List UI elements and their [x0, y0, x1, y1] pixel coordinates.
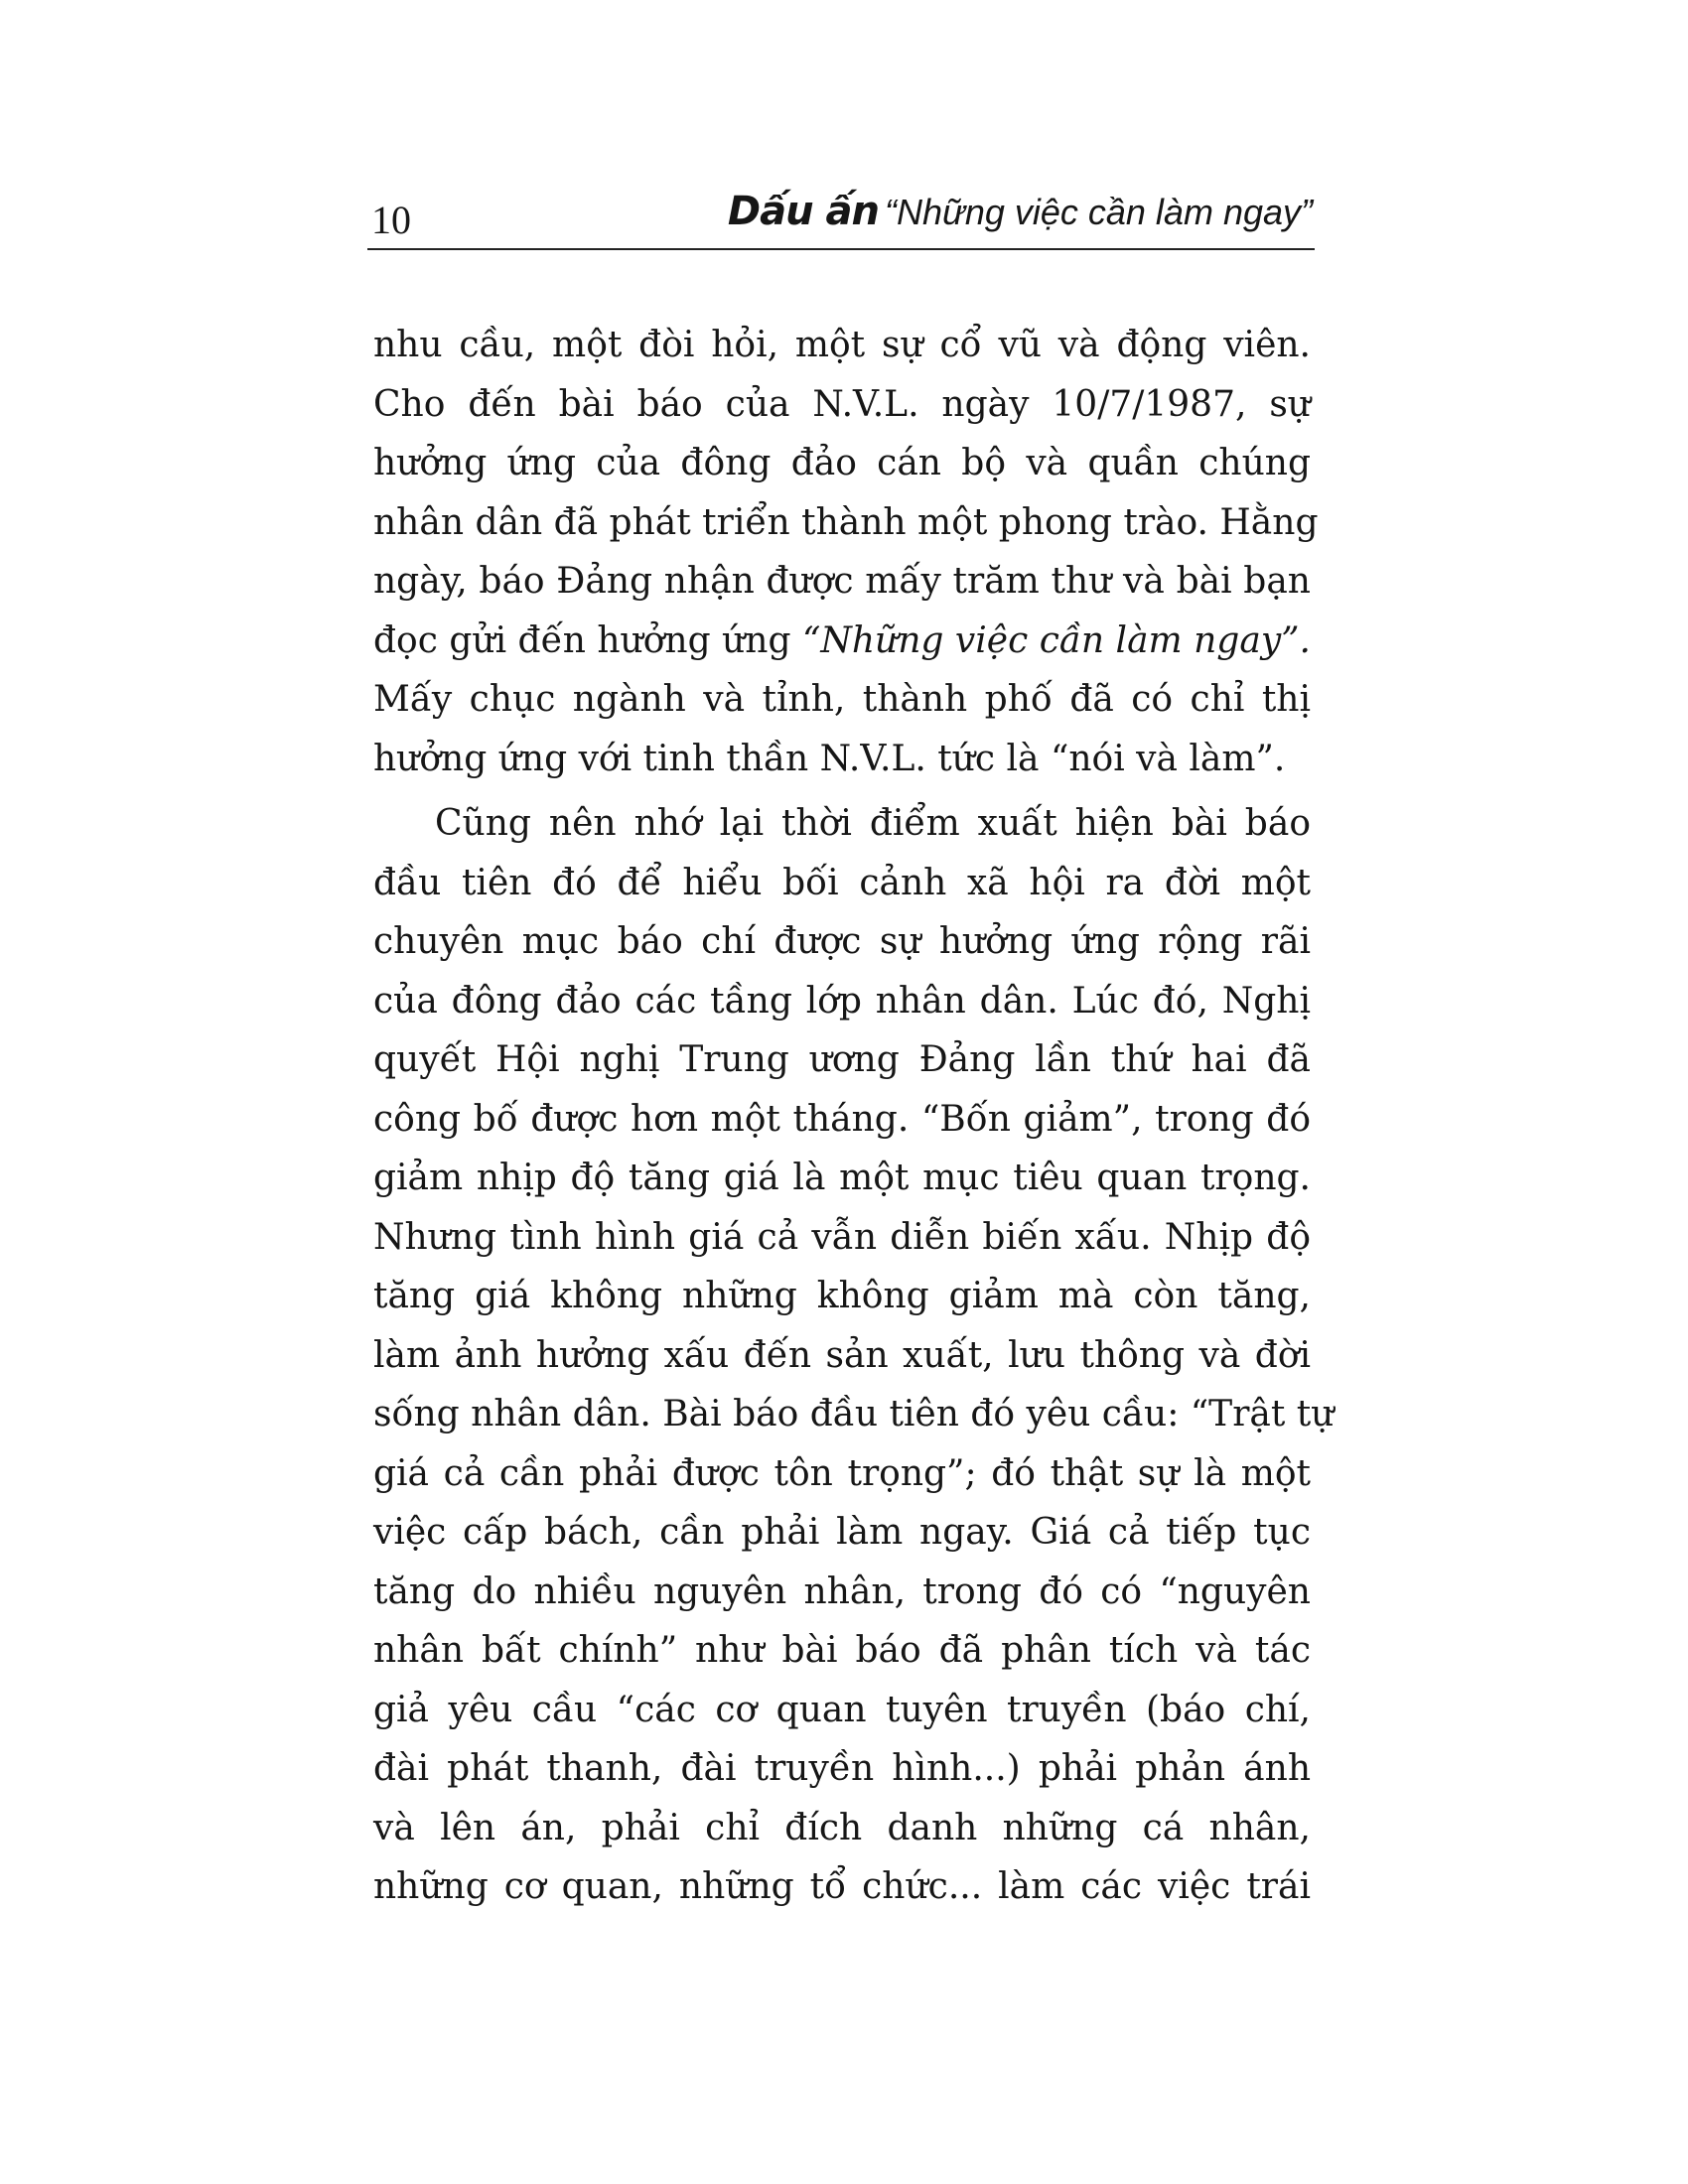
- text-line: đầu tiên đó để hiểu bối cảnh xã hội ra đời một: [373, 862, 1311, 903]
- italic-quote: “Những việc cần làm ngay”.: [801, 619, 1312, 661]
- text-line: Cũng nên nhớ lại thời điểm xuất hiện bài báo: [435, 803, 1311, 844]
- text-line: việc cấp bách, cần phải làm ngay. Giá cả tiếp tục: [373, 1512, 1311, 1553]
- text-line: [373, 612, 1311, 671]
- text-line: nhân bất chính” như bài báo đã phân tích và tác: [373, 1630, 1311, 1671]
- text-line: giảm nhịp độ tăng giá là một mục tiêu quan trọng.: [373, 1158, 1311, 1198]
- body-text: [373, 316, 1335, 1917]
- text-line: nhân dân đã phát triển thành một phong trào. Hằng: [373, 501, 1319, 543]
- text-line: tăng giá không những không giảm mà còn tăng,: [373, 1276, 1311, 1316]
- running-title-subtitle: “Những việc cần làm ngay”: [885, 192, 1313, 232]
- text-line: ngày, báo Đảng nhận được mấy trăm thư và bài bạn: [373, 561, 1311, 602]
- text-line: và lên án, phải chỉ đích danh những cá nhân,: [373, 1807, 1311, 1848]
- text-line: giá cả cần phải được tôn trọng”; đó thật sự là một: [373, 1452, 1311, 1494]
- text-line: giả yêu cầu “các cơ quan tuyên truyền (báo chí,: [373, 1689, 1311, 1730]
- text-line: làm ảnh hưởng xấu đến sản xuất, lưu thông và đời: [373, 1334, 1311, 1376]
- text-line: nhu cầu, một đòi hỏi, một sự cổ vũ và động viên.: [373, 325, 1311, 365]
- text-line: của đông đảo các tầng lớp nhân dân. Lúc đó, Nghị: [373, 980, 1311, 1022]
- running-title: [728, 188, 1313, 244]
- text-line: công bố được hơn một tháng. “Bốn giảm”, trong đó: [373, 1098, 1311, 1140]
- text-line: Mấy chục ngành và tỉnh, thành phố đã có chỉ thị: [373, 679, 1311, 720]
- running-header: [367, 189, 1315, 250]
- text-line: hưởng ứng của đông đảo cán bộ và quần chúng: [373, 443, 1311, 483]
- text-line: quyết Hội nghị Trung ương Đảng lần thứ hai đã: [373, 1039, 1311, 1080]
- text-line: tăng do nhiều nguyên nhân, trong đó có “nguyên: [373, 1570, 1311, 1612]
- paragraph-2: [373, 794, 1335, 1917]
- paragraph-1: [373, 316, 1319, 788]
- running-title-brand: Dấu ấn: [727, 189, 879, 234]
- page-number: 10: [371, 198, 411, 242]
- text-line: hưởng ứng với tinh thần N.V.L. tức là “nói và làm”.: [373, 738, 1286, 779]
- text-line: Cho đến bài báo của N.V.L. ngày 10/7/1987, sự: [373, 383, 1311, 425]
- text-line: đài phát thanh, đài truyền hình...) phải phản ánh: [373, 1748, 1311, 1789]
- text-run: đọc gửi đến hưởng ứng: [373, 619, 791, 661]
- text-line: những cơ quan, những tổ chức... làm các việc trái: [373, 1866, 1311, 1907]
- text-line: sống nhân dân. Bài báo đầu tiên đó yêu cầu: “Trật tự: [373, 1394, 1335, 1434]
- text-line: Nhưng tình hình giá cả vẫn diễn biến xấu. Nhịp độ: [373, 1216, 1311, 1258]
- text-line: chuyên mục báo chí được sự hưởng ứng rộng rãi: [373, 921, 1311, 962]
